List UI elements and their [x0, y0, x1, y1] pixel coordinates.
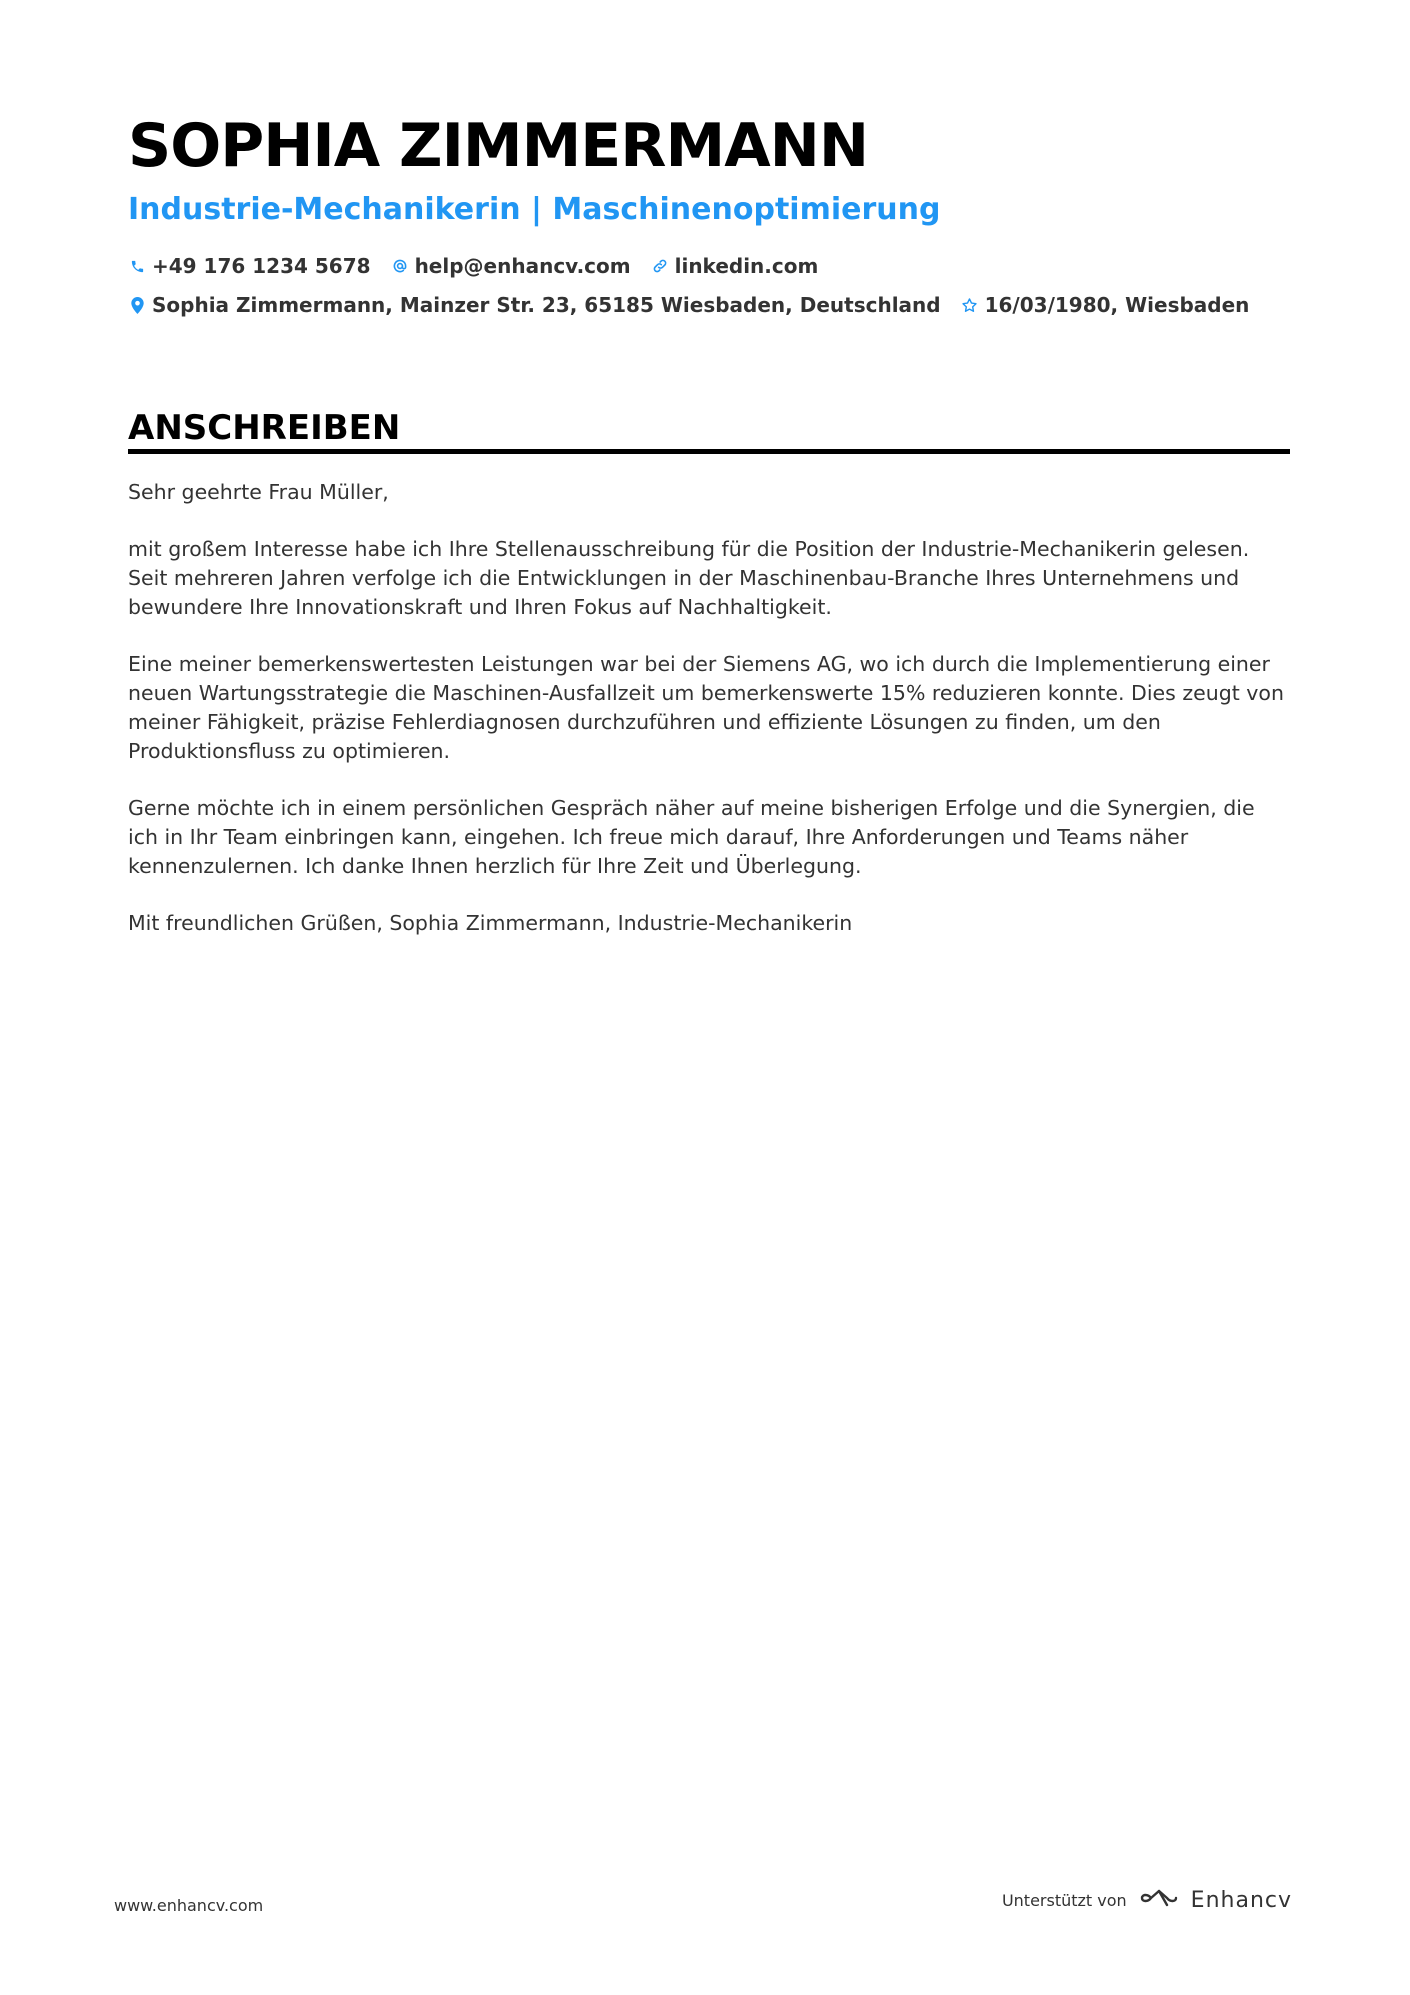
phone-text: +49 176 1234 5678 — [152, 254, 371, 278]
letter-paragraph: Eine meiner bemerkenswertesten Leistungen war bei der Siemens AG, wo ich durch die Implementierung einer neuen Wartungsstrategie die Maschinen-Ausfallzeit um bemerkenswerte 15% reduzieren konnte. Dies zeugt von meiner Fähigkeit, präzise Fehlerdiagnosen durchzuführen und effiziente Lösungen zu finden, um den Produktionsfluss zu optimieren. — [128, 652, 1284, 763]
enhancv-logo-icon — [1139, 1886, 1185, 1914]
contact-row-primary — [128, 254, 838, 278]
letter-paragraph: mit großem Interesse habe ich Ihre Stellenausschreibung für die Position der Industrie-Mechanikerin gelesen. Seit mehreren Jahren verfolge ich die Entwicklungen in der Maschinenbau-Branche Ihres Unternehmens und bewundere Ihre Innovationskraft und Ihren Fokus auf Nachhaltigkeit. — [128, 537, 1250, 619]
contact-linkedin[interactable] — [651, 254, 819, 278]
link-icon — [651, 256, 669, 276]
address-text: Sophia Zimmermann, Mainzer Str. 23, 65185 Wiesbaden, Deutschland — [152, 293, 941, 317]
section-title-cover-letter: ANSCHREIBEN — [128, 408, 401, 448]
brand-wordmark: Enhancv — [1190, 1887, 1292, 1913]
footer-website-link[interactable]: www.enhancv.com — [114, 1896, 264, 1915]
letter-paragraph: Gerne möchte ich in einem persönlichen Gespräch näher auf meine bisherigen Erfolge und die Synergien, die ich in Ihr Team einbringen kann, eingehen. Ich freue mich darauf, Ihre Anforderungen und Teams näher kennenzulernen. Ich danke Ihnen herzlich für Ihre Zeit und Überlegung. — [128, 796, 1255, 878]
applicant-name: SOPHIA ZIMMERMANN — [128, 111, 869, 181]
letter-closing: Mit freundlichen Grüßen, Sophia Zimmermann, Industrie-Mechanikerin — [128, 911, 853, 935]
applicant-headline: Industrie-Mechanikerin | Maschinenoptimierung — [128, 192, 941, 227]
birth-text: 16/03/1980, Wiesbaden — [984, 293, 1250, 317]
contact-birth — [961, 293, 1250, 317]
email-text: help@enhancv.com — [414, 254, 631, 278]
contact-phone[interactable] — [128, 254, 371, 278]
contact-email[interactable] — [391, 254, 631, 278]
phone-icon — [128, 256, 146, 276]
star-icon — [961, 295, 979, 315]
linkedin-text: linkedin.com — [674, 254, 819, 278]
letter-greeting: Sehr geehrte Frau Müller, — [128, 480, 389, 504]
letter-body — [128, 478, 1290, 966]
contact-row-secondary — [128, 293, 1269, 317]
at-icon — [391, 256, 409, 276]
footer-powered-by[interactable] — [1002, 1886, 1292, 1914]
location-pin-icon — [128, 295, 146, 315]
section-divider — [128, 449, 1290, 454]
powered-by-label: Unterstützt von — [1001, 1890, 1127, 1910]
contact-address — [128, 293, 941, 317]
